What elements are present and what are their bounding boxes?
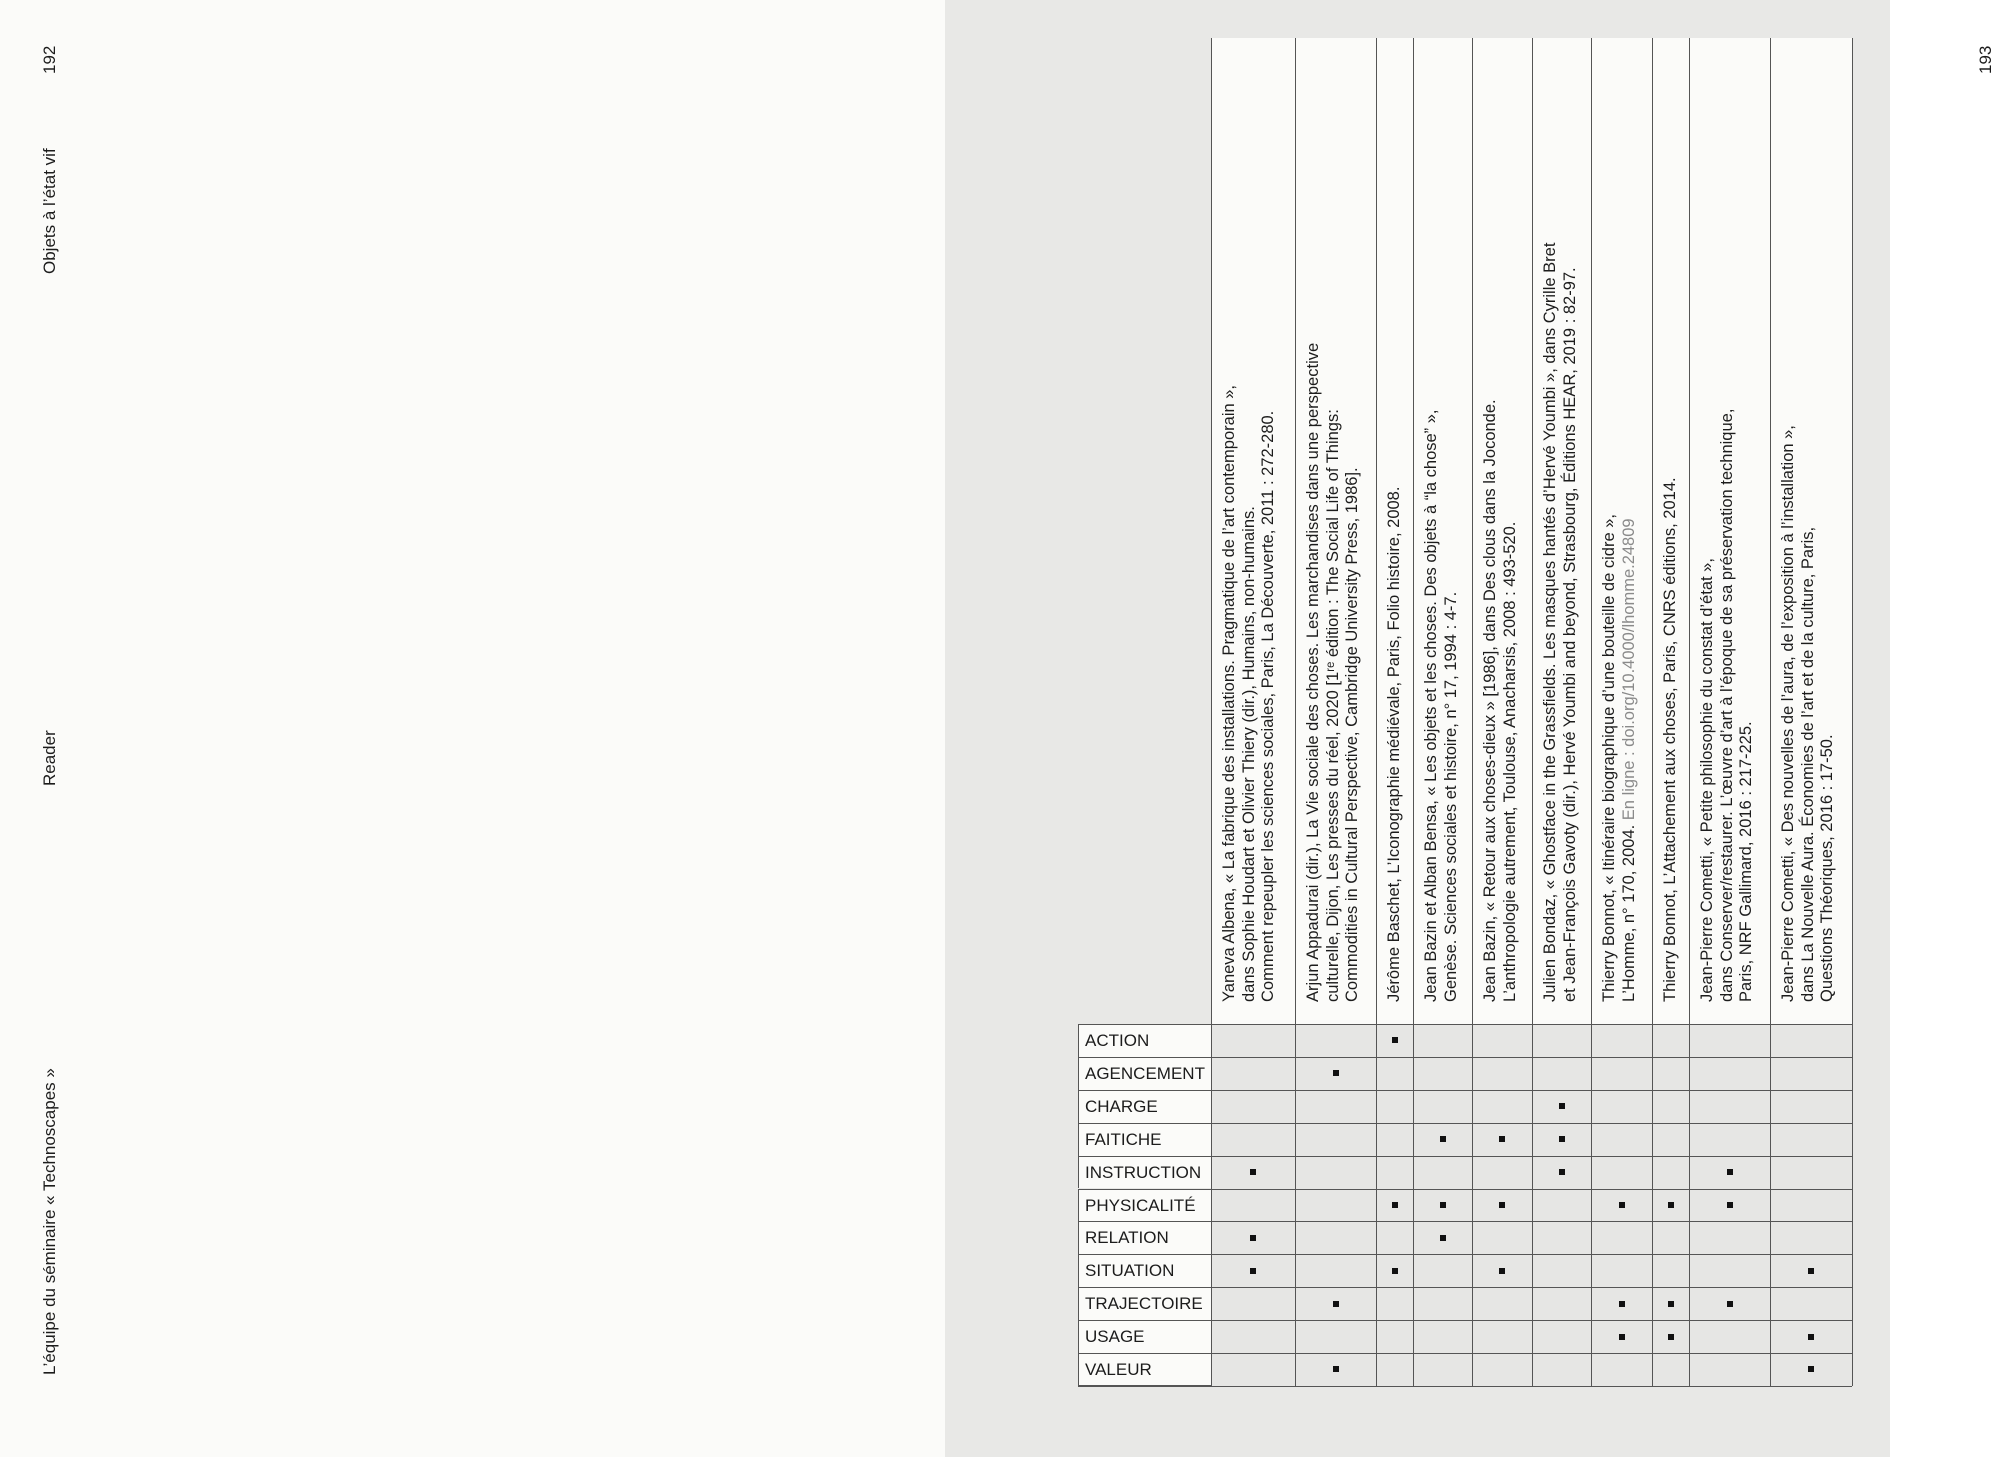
reference-citation: Arjun Appadurai (dir.), La Vie sociale des choses. Les marchandises dans une perspective culturelle, Dijon, Les presses du réel, 2020 [1ʳᵉ édition : The Social Life of Things: Commodities in Cultural Perspective, Cambridge University Press, 1986]. <box>1304 342 1361 1002</box>
concept-mark <box>1559 1136 1565 1142</box>
concept-mark <box>1727 1301 1733 1307</box>
reference-citation: Jean Bazin, « Retour aux choses-dieux » [1986], dans Des clous dans la Joconde. L’anthropologie autrement, Toulouse, Anacharsis, 2008 : 493-520. <box>1481 399 1519 1002</box>
concept-mark <box>1559 1103 1565 1109</box>
concept-mark <box>1333 1366 1339 1372</box>
reference-header-cell <box>1377 38 1414 1025</box>
right-page-number: 193 <box>1976 45 1995 74</box>
reference-citation: Jean-Pierre Cometti, « Des nouvelles de l’aura, de l’exposition à l’installation », dans La Nouvelle Aura. Économies de l’art et de la culture, Paris, Questions Théoriques, 2016 : 17-50. <box>1779 425 1836 1002</box>
row-divider <box>1211 1123 1852 1124</box>
reference-column <box>1295 38 1377 1386</box>
concept-mark <box>1668 1202 1674 1208</box>
concept-row-label: INSTRUCTION <box>1078 1156 1211 1189</box>
reference-header-cell <box>1592 38 1653 1025</box>
concept-mark <box>1250 1235 1256 1241</box>
concept-mark <box>1250 1268 1256 1274</box>
row-divider <box>1211 1221 1852 1222</box>
reference-column <box>1376 38 1414 1386</box>
concept-mark <box>1619 1202 1625 1208</box>
row-divider <box>1211 1287 1852 1288</box>
concept-mark <box>1499 1268 1505 1274</box>
concept-mark <box>1808 1366 1814 1372</box>
concept-row-label: VALEUR <box>1078 1353 1211 1386</box>
row-divider <box>1211 1057 1852 1058</box>
reference-header-cell <box>1414 38 1473 1025</box>
reference-header-cell <box>1690 38 1771 1025</box>
concept-row-label: ACTION <box>1078 1024 1211 1057</box>
concept-row-label: RELATION <box>1078 1221 1211 1254</box>
reference-column <box>1413 38 1473 1386</box>
reference-header-cell <box>1771 38 1852 1025</box>
concept-row-label: SITUATION <box>1078 1254 1211 1287</box>
concept-mark <box>1499 1202 1505 1208</box>
reference-header-cell <box>1473 38 1533 1025</box>
concept-mark <box>1727 1202 1733 1208</box>
row-divider <box>1211 1320 1852 1321</box>
reference-header-cell <box>1296 38 1377 1025</box>
concept-mark <box>1668 1334 1674 1340</box>
concept-mark <box>1392 1202 1398 1208</box>
row-divider <box>1211 1090 1852 1091</box>
concept-mark <box>1668 1301 1674 1307</box>
concept-mark <box>1808 1334 1814 1340</box>
concept-row-label: USAGE <box>1078 1320 1211 1353</box>
running-title: Objets à l’état vif <box>40 148 59 274</box>
concept-mark <box>1333 1070 1339 1076</box>
concept-mark <box>1333 1301 1339 1307</box>
row-divider <box>1211 1024 1852 1025</box>
reference-citation: Julien Bondaz, « Ghostface in the Grassfields. Les masques hantés d’Hervé Youmbi », dans Cyrille Bret et Jean-François Gavoty (dir.), Hervé Youmbi and beyond, Strasbourg, Éditions HEAR, 2019 : 82-97. <box>1541 242 1579 1002</box>
concept-mark <box>1619 1334 1625 1340</box>
concept-row-label: AGENCEMENT <box>1078 1057 1211 1090</box>
reference-column <box>1591 38 1653 1386</box>
concept-mark <box>1440 1136 1446 1142</box>
author-line: L’équipe du séminaire « Technoscapes » <box>40 1068 59 1375</box>
doi-link[interactable]: En ligne : doi.org/10.4000/lhomme.24809 <box>1619 518 1638 821</box>
reference-citation: Thierry Bonnot, « Itinéraire biographique d’une bouteille de cidre », L’Homme, n° 170, 2004. En ligne : doi.org/10.4000/lhomme.24809 <box>1600 514 1638 1002</box>
concept-mark <box>1727 1169 1733 1175</box>
reference-column <box>1211 38 1296 1386</box>
table-bottom-border <box>1078 1386 1852 1387</box>
row-divider <box>1211 1189 1852 1190</box>
row-divider <box>1211 1156 1852 1157</box>
reference-header-cell <box>1653 38 1690 1025</box>
concept-mark <box>1440 1202 1446 1208</box>
section-label: Reader <box>40 730 59 786</box>
concept-mark <box>1440 1235 1446 1241</box>
concept-mark <box>1619 1301 1625 1307</box>
concept-row-label: CHARGE <box>1078 1090 1211 1123</box>
left-page <box>0 0 945 1457</box>
concept-mark <box>1559 1169 1565 1175</box>
reference-column <box>1770 38 1853 1386</box>
reference-citation: Jean-Pierre Cometti, « Petite philosophie du constat d’état », dans Conserver/restaurer. L’œuvre d’art à l’époque de sa préservation technique, Paris, NRF Gallimard, 2016 : 217-225. <box>1698 408 1755 1002</box>
reference-citation: Yaneva Albena, « La fabrique des installations. Pragmatique de l’art contemporain », dans Sophie Houdart et Olivier Thiery (dir.), Humains, non-humains. Comment repeupler les sciences sociales, Paris, La Découverte, 2011 : 272-280. <box>1220 384 1277 1002</box>
concept-mark <box>1499 1136 1505 1142</box>
concept-row-label: PHYSICALITÉ <box>1078 1189 1211 1222</box>
reference-column <box>1472 38 1533 1386</box>
reference-citation: Jérôme Baschet, L’Iconographie médiévale, Paris, Folio histoire, 2008. <box>1385 486 1403 1002</box>
concept-mark <box>1250 1169 1256 1175</box>
reference-column <box>1652 38 1690 1386</box>
reference-column <box>1532 38 1592 1386</box>
reference-citation: Jean Bazin et Alban Bensa, « Les objets et les choses. Des objets à “la chose” », Genèse. Sciences sociales et histoire, n° 17, 1994 : 4-7. <box>1422 409 1460 1002</box>
row-divider <box>1211 1353 1852 1354</box>
concept-mark <box>1808 1268 1814 1274</box>
reference-column <box>1689 38 1771 1386</box>
reference-header-cell <box>1533 38 1592 1025</box>
concept-row-label: FAITICHE <box>1078 1123 1211 1156</box>
row-divider <box>1211 1254 1852 1255</box>
reference-citation: Thierry Bonnot, L’Attachement aux choses, Paris, CNRS éditions, 2014. <box>1661 477 1679 1002</box>
concept-mark <box>1392 1037 1398 1043</box>
concept-row-label: TRAJECTOIRE <box>1078 1287 1211 1320</box>
reference-header-cell <box>1212 38 1296 1025</box>
left-page-number: 192 <box>40 45 59 74</box>
concept-mark <box>1392 1268 1398 1274</box>
